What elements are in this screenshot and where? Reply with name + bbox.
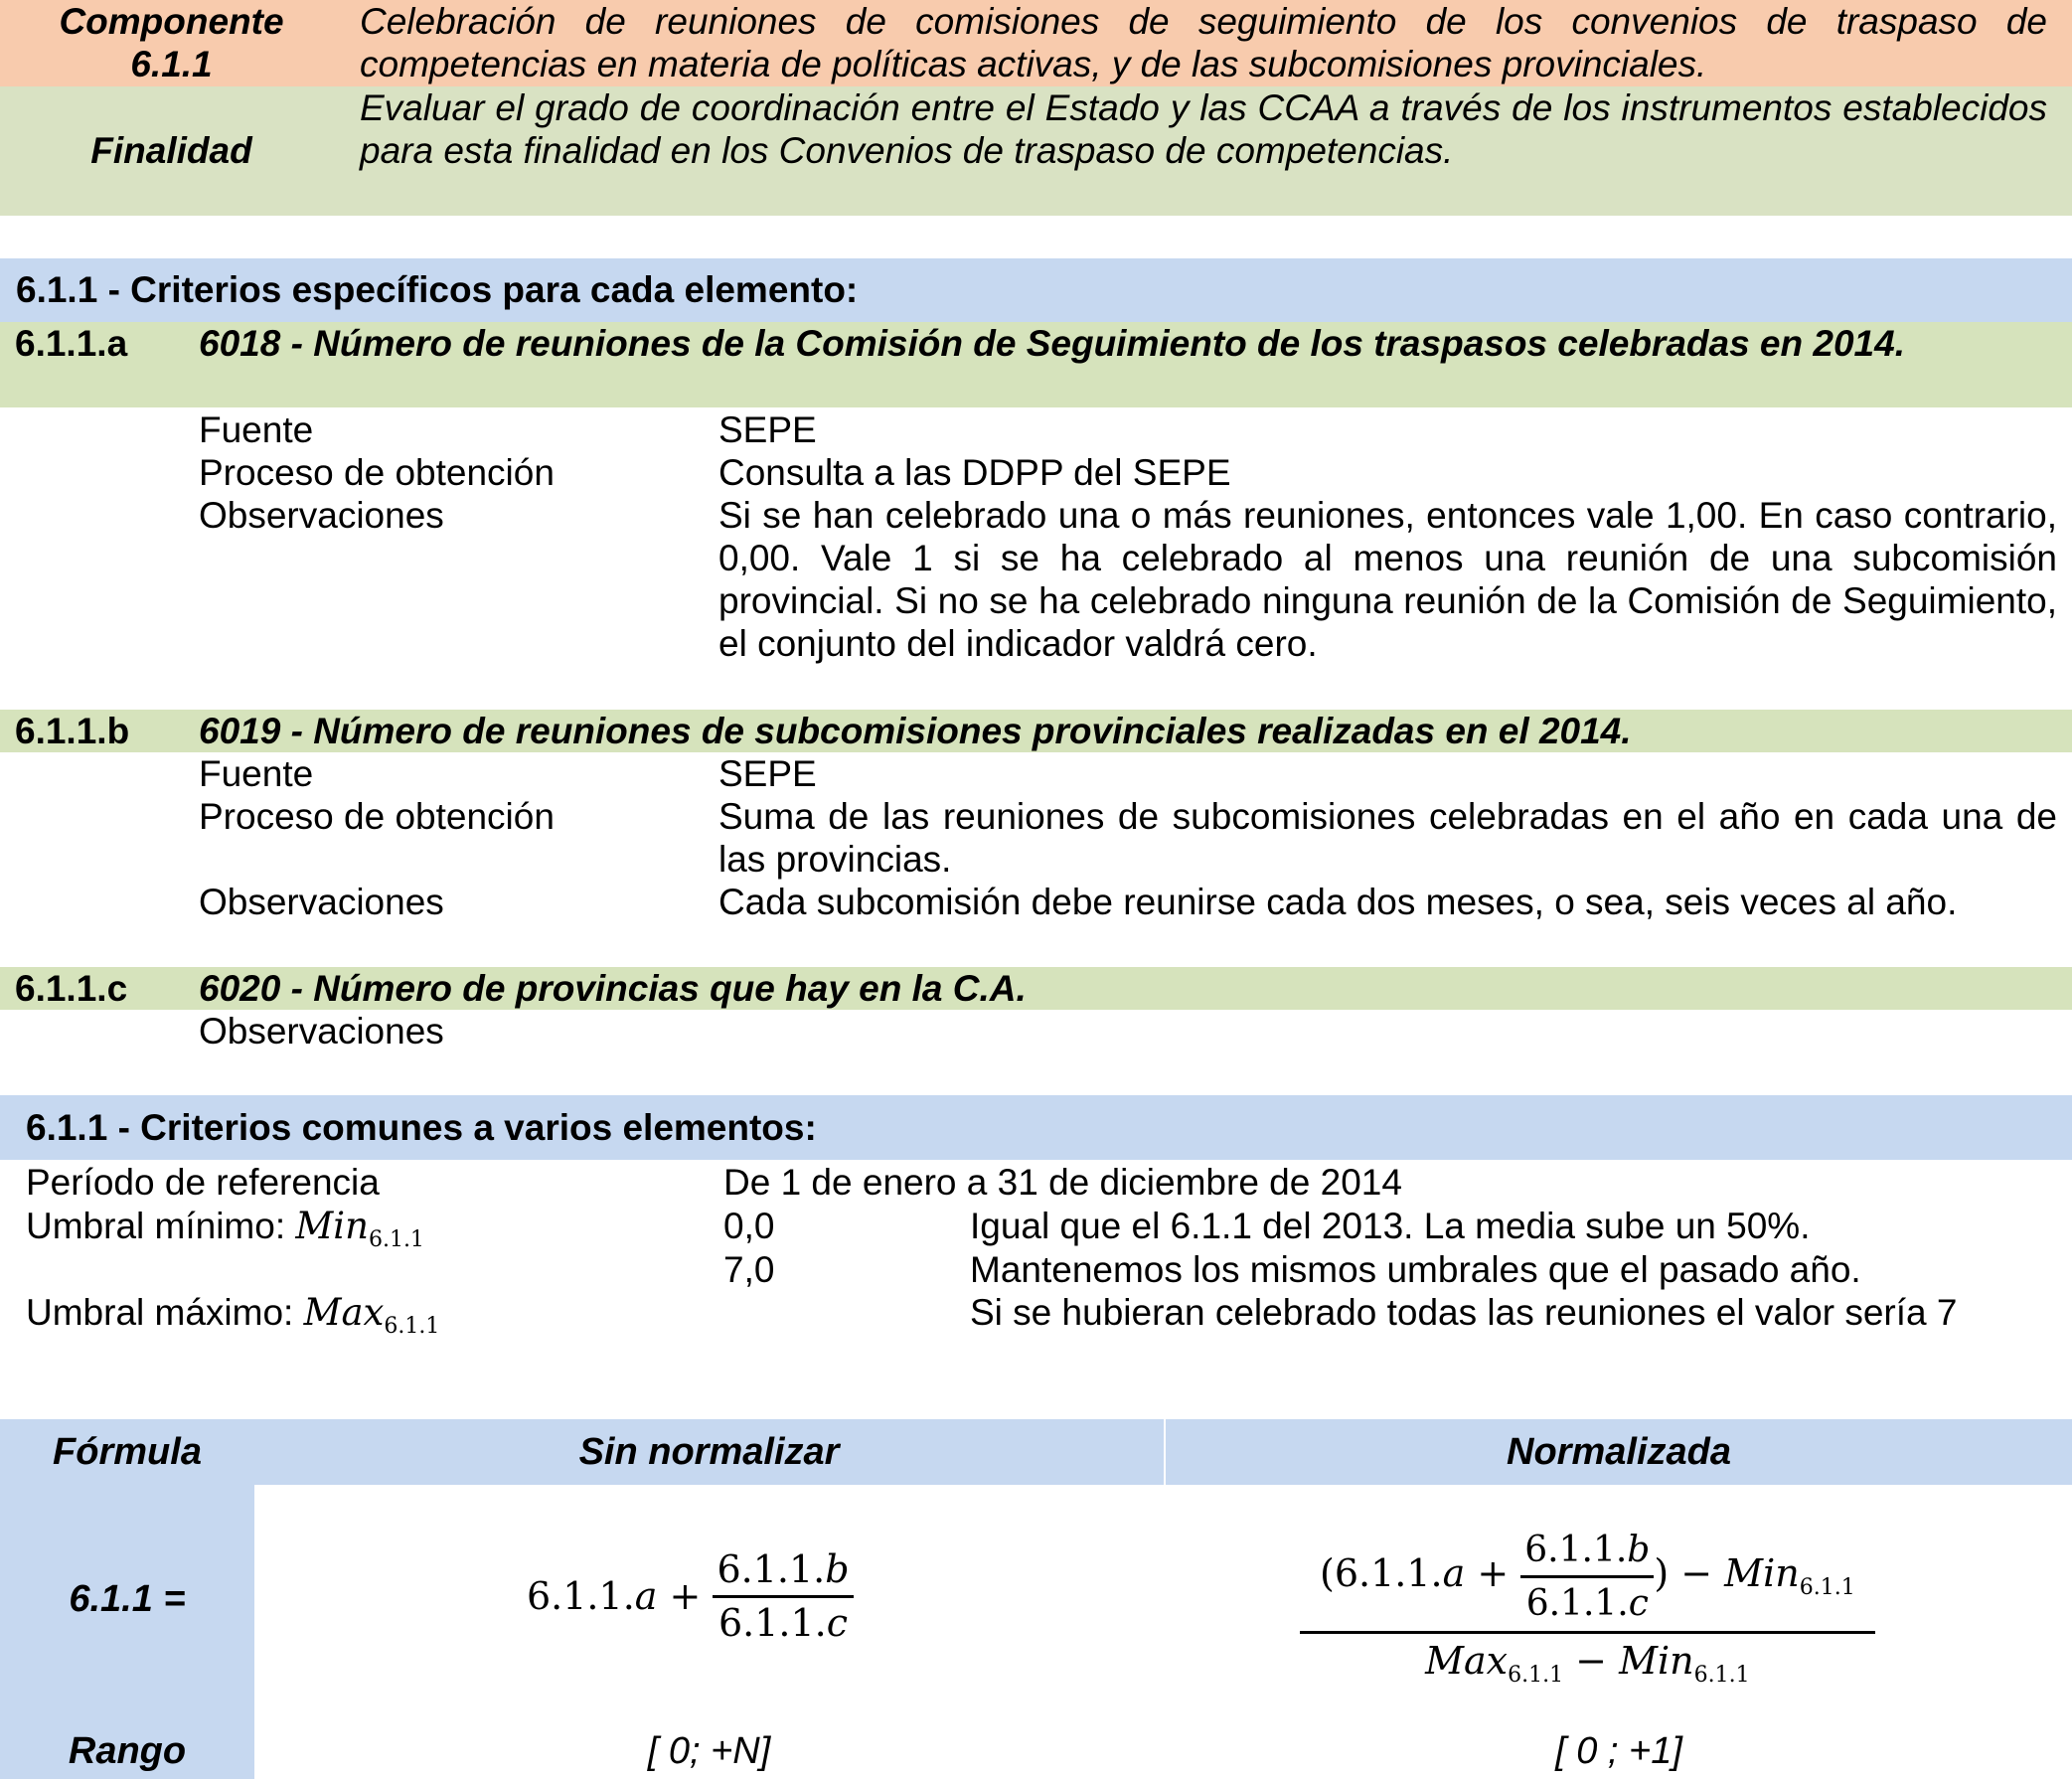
element-a-header [0, 322, 2072, 407]
element-b-header [0, 710, 2072, 752]
formula-table [0, 1419, 2072, 1779]
min-subscript: 6.1.1 [368, 1227, 424, 1252]
row-value: SEPE [718, 753, 817, 794]
raw-range: [ 0; +N] [647, 1730, 771, 1772]
row-value: SEPE [718, 409, 817, 450]
normalized-range: [ 0 ; +1] [1555, 1730, 1682, 1772]
raw-fraction: $\frac{6.1.1.b}{6.1.1.c}$ [713, 1548, 853, 1645]
raw-formula: 6.1.1.a + $\frac{6.1.1.b}{6.1.1.c}$ [527, 1548, 854, 1645]
component-label [0, 0, 343, 85]
header-raw: Sin normalizar [254, 1419, 1164, 1485]
row-value: Suma de las reuniones de subcomisiones celebradas en el año en cada una de las provincias. [718, 796, 2057, 880]
min-threshold-label [26, 1205, 424, 1261]
component-label-line1: Componente [59, 1, 284, 42]
max-threshold-label [26, 1291, 439, 1348]
max-symbol: Max [303, 1291, 385, 1334]
normalized-fraction: (6.1.1.a + $\frac{6.1.1.b}{6.1.1.c}$ ) − Min$_{6.1.1}$ Max$_{6.1.1}$ − Min$_{6.1.1}$ [1300, 1529, 1875, 1697]
max-value: 7,0 [723, 1249, 775, 1290]
element-code: 6.1.1.a [15, 323, 128, 364]
specific-criteria-heading: 6.1.1 - Criterios específicos para cada elemento: [0, 258, 2072, 322]
period-label: Período de referencia [26, 1162, 380, 1203]
element-code: 6.1.1.b [15, 711, 130, 751]
header-formula: Fórmula [0, 1419, 254, 1485]
row-key: Observaciones [199, 495, 444, 536]
period-value: De 1 de enero a 31 de diciembre de 2014 [723, 1162, 1402, 1203]
element-c-header [0, 967, 2072, 1010]
min-note: Igual que el 6.1.1 del 2013. La media sube un 50%. [970, 1206, 1811, 1246]
max-note-1: Mantenemos los mismos umbrales que el pasado año. [970, 1249, 1861, 1290]
component-row [0, 0, 2072, 86]
header-normalized: Normalizada [1166, 1419, 2072, 1485]
normalized-formula [1300, 1529, 1875, 1697]
range-row-label: Rango [0, 1723, 254, 1779]
formula-row-label: 6.1.1 = [69, 1578, 186, 1620]
component-text: Celebración de reuniones de comisiones de seguimiento de los convenios de traspaso de competencias en materia de políticas activas, y de las subcomisiones provinciales. [360, 1, 2047, 84]
min-value: 0,0 [723, 1206, 775, 1246]
max-label-text: Umbral máximo: [26, 1292, 304, 1333]
max-subscript: 6.1.1 [384, 1314, 440, 1339]
row-key: Observaciones [199, 1011, 444, 1051]
row-key: Proceso de obtención [199, 796, 555, 837]
row-value: Cada subcomisión debe reunirse cada dos meses, o sea, seis veces al año. [718, 882, 1958, 922]
min-symbol: Min [295, 1205, 369, 1247]
max-note-2: Si se hubieran celebrado todas las reuniones el valor sería 7 [970, 1292, 1958, 1333]
common-criteria-heading: 6.1.1 - Criterios comunes a varios elementos: [0, 1095, 2072, 1160]
row-key: Observaciones [199, 882, 444, 922]
element-title: 6019 - Número de reuniones de subcomisiones provinciales realizadas en el 2014. [199, 711, 1632, 751]
row-key: Fuente [199, 409, 314, 450]
row-key: Proceso de obtención [199, 452, 555, 493]
purpose-row [0, 86, 2072, 216]
row-key: Fuente [199, 753, 314, 794]
component-label-line2: 6.1.1 [130, 44, 213, 84]
purpose-text: Evaluar el grado de coordinación entre el Estado y las CCAA a través de los instrumentos establecidos para esta finalidad en los Convenios de traspaso de competencias. [360, 87, 2047, 171]
purpose-label: Finalidad [90, 130, 252, 171]
min-label-text: Umbral mínimo: [26, 1206, 296, 1246]
element-title: 6018 - Número de reuniones de la Comisión de Seguimiento de los traspasos celebradas en 2014. [199, 323, 1905, 364]
row-value: Si se han celebrado una o más reuniones, entonces vale 1,00. En caso contrario, 0,00. Vale 1 si se ha celebrado al menos una reunión de una subcomisión provincial. Si no se ha celebrado ninguna reunión de la Comisión de Seguimiento, el conjunto del indicador valdrá cero. [718, 495, 2057, 664]
element-code: 6.1.1.c [15, 968, 128, 1009]
row-value: Consulta a las DDPP del SEPE [718, 452, 1231, 493]
element-title: 6020 - Número de provincias que hay en la C.A. [199, 968, 1027, 1009]
